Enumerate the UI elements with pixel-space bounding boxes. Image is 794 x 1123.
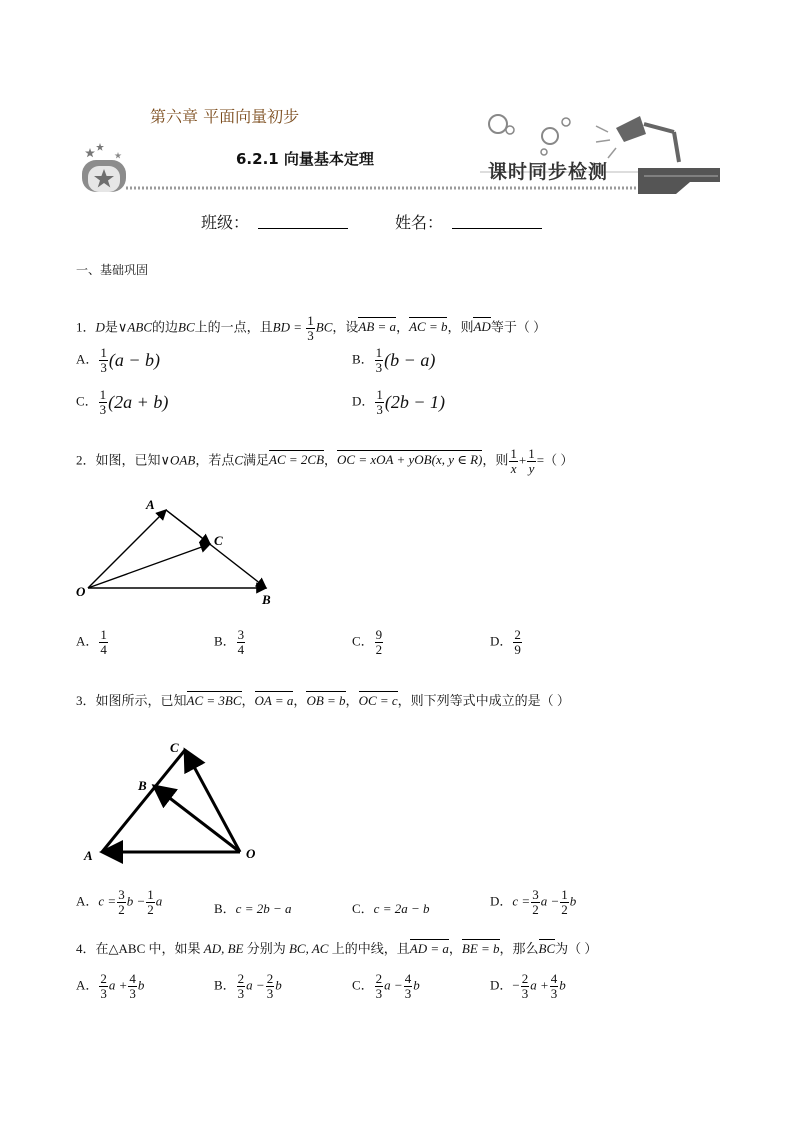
class-label: 班级： [201,213,250,232]
q3-label-b: B [138,778,147,793]
q3-option-c[interactable]: C．c = 2a − b [352,901,430,916]
q3-label-c: C [170,740,179,755]
q2-option-d[interactable]: D． $\frac{2}{9}$ [490,627,521,657]
section-title: 6.2.1 向量基本定理 [236,150,374,168]
q1-option-c[interactable]: C． $\frac{1}{3}$ (2a + b) [76,387,169,417]
q1-option-a[interactable]: A． $\frac{1}{3}$ (a − b) [76,345,161,375]
q2-triangle-figure [70,494,290,610]
question-3: 3．如图所示，已知AC = 3BC，OA = a，OB = b，OC = c，则下列等式中成立的是（ ） [76,693,570,708]
q4-option-b[interactable]: B． $\frac{2}{3}$ a − $\frac{2}{3}$ b [214,971,282,1001]
q4-option-c[interactable]: C． $\frac{2}{3}$ a − $\frac{4}{3}$ b [352,971,420,1001]
q3-option-b[interactable]: B．c = 2b − a [214,901,292,916]
q2-option-b[interactable]: B． $\frac{3}{4}$ [214,627,245,657]
question-2: 2．如图，已知∨OAB，若点C满足AC = 2CB，OC = xOA + yOB(x, y ∈ R)，则 $\frac{1}{x}$ + $\frac{1}{y}$ =（ ） [76,446,574,476]
chapter-title: 第六章 平面向量初步 [150,107,300,126]
star-badge-icon [82,143,126,192]
part-title: 一、基础巩固 [76,263,149,277]
name-field[interactable] [452,228,542,229]
q2-option-a[interactable]: A． $\frac{1}{4}$ [76,627,107,657]
q2-label-a: A [146,497,155,512]
q2-label-b: B [262,592,271,607]
question-1: 1．D是∨ABC的边BC上的一点，且BD = $\frac{1}{3}$ BC，设AB = a，AC = b，则AD等于（ ） [76,313,547,343]
q1-option-b[interactable]: B． $\frac{1}{3}$ (b − a) [352,345,436,375]
banner-title: 课时同步检测 [488,161,609,183]
desk-lamp-icon [596,116,679,162]
q2-option-c[interactable]: C． $\frac{9}{2}$ [352,627,383,657]
q4-option-a[interactable]: A． $\frac{2}{3}$ a + $\frac{4}{3}$ b [76,971,145,1001]
question-4: 4．在△ABC 中，如果 AD, BE 分别为 BC, AC 上的中线，且AD = a，BE = b，那么BC为（ ） [76,941,598,956]
name-label: 姓名： [395,213,444,232]
q2-label-c: C [214,533,223,548]
bubble-icon [489,115,507,133]
q3-label-o: O [246,846,256,861]
q3-label-a: A [84,848,93,863]
class-field[interactable] [258,228,348,229]
q3-option-a[interactable]: A．c = $\frac{3}{2}$ b − $\frac{1}{2}$ a [76,887,163,917]
q2-label-o: O [76,584,86,599]
q1-option-d[interactable]: D． $\frac{1}{3}$ (2b − 1) [352,387,446,417]
q3-triangle-figure [80,734,270,864]
q4-option-d[interactable]: D．− $\frac{2}{3}$ a + $\frac{4}{3}$ b [490,971,566,1001]
q3-option-d[interactable]: D．c = $\frac{3}{2}$ a − $\frac{1}{2}$ b [490,887,577,917]
